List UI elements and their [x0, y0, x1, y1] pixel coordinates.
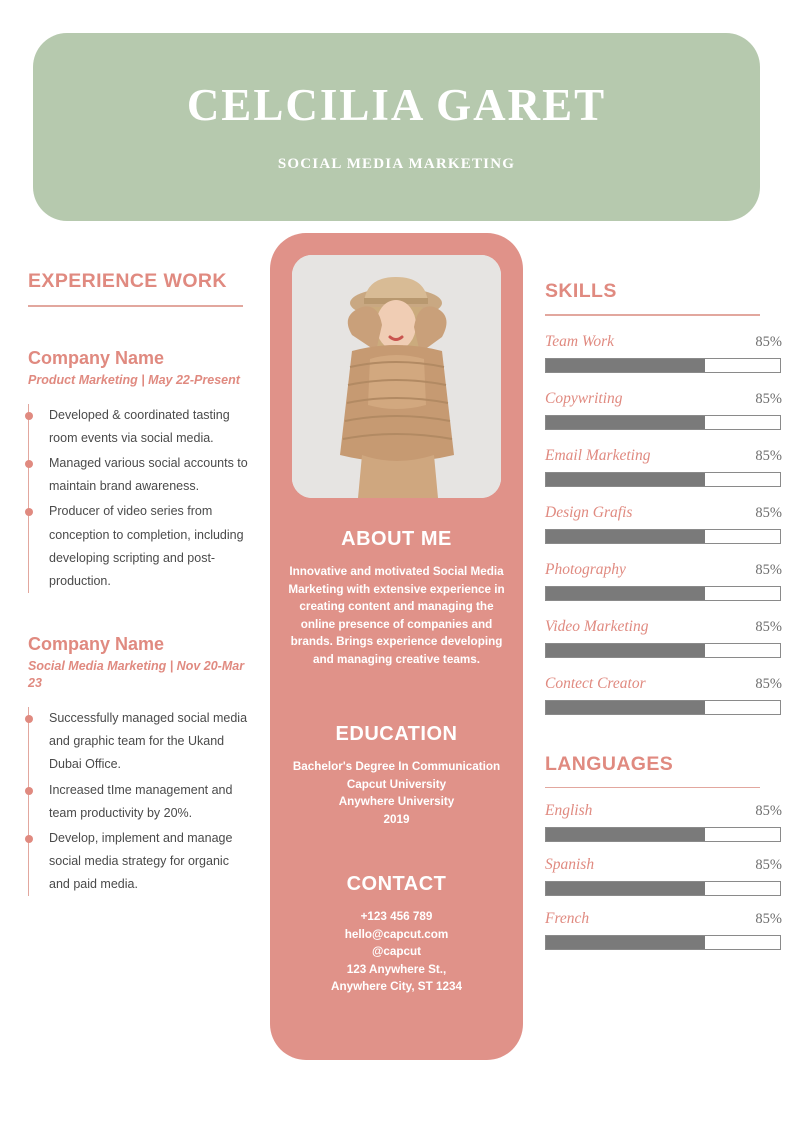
about-text: Innovative and motivated Social Media Marketing with extensive experience in creating content and managing the online presence of companies and brands. Brings experience developing and managing creative teams.: [288, 565, 505, 666]
language-value: 85%: [755, 803, 782, 819]
skill-item: [545, 333, 782, 373]
list-item-text: Develop, implement and manage social media strategy for organic and paid media.: [49, 830, 233, 891]
education-heading: EDUCATION: [335, 723, 458, 745]
language-item: [545, 910, 782, 950]
experience-title: EXPERIENCE WORK: [28, 270, 227, 292]
skill-value: 85%: [755, 447, 782, 464]
bullet-dot-icon: [25, 412, 33, 420]
about-heading: ABOUT ME: [341, 528, 452, 550]
profile-card: [270, 233, 523, 1060]
language-bar: [545, 935, 781, 950]
skill-label: Photography: [545, 560, 626, 578]
contact-phone[interactable]: +123 456 789: [360, 910, 433, 923]
skill-bar: [545, 415, 781, 430]
list-item-text: Developed & coordinated tasting room events via social media.: [49, 407, 230, 445]
skill-bar: [545, 529, 781, 544]
skill-item: [545, 447, 782, 487]
skill-item: [545, 618, 782, 658]
skill-label: Design Grafis: [545, 503, 633, 521]
header-banner: [33, 33, 760, 221]
languages-section: [545, 753, 782, 951]
skill-label: Video Marketing: [545, 617, 649, 635]
skill-item: [545, 675, 782, 715]
contact-social[interactable]: @capcut: [371, 945, 422, 959]
skill-value: 85%: [755, 333, 782, 350]
divider: [545, 314, 760, 316]
list-item: [49, 404, 253, 450]
contact-address-line1: 123 Anywhere St.,: [346, 962, 447, 976]
list-item: [49, 827, 253, 896]
contact-email[interactable]: hello@capcut.com: [344, 927, 449, 941]
skill-bar: [545, 472, 781, 487]
education-section: [270, 723, 523, 828]
languages-title: LANGUAGES: [545, 752, 674, 775]
bullet-dot-icon: [25, 715, 33, 723]
language-label: Spanish: [545, 856, 595, 873]
contact-heading: CONTACT: [346, 873, 447, 895]
skill-value: 85%: [755, 618, 782, 635]
skill-bar: [545, 586, 781, 601]
language-label: French: [545, 910, 590, 927]
header-subtitle: SOCIAL MEDIA MARKETING: [277, 156, 516, 173]
education-line: 2019: [383, 812, 410, 826]
experience-item: [28, 633, 253, 896]
skill-item: [545, 561, 782, 601]
language-bar: [545, 827, 781, 842]
language-bar: [545, 881, 781, 896]
list-item: [49, 452, 253, 498]
skill-value: 85%: [755, 675, 782, 692]
list-item-text: Increased tIme management and team productivity by 20%.: [49, 782, 233, 820]
skill-label: Team Work: [545, 332, 615, 350]
job-company: Company Name: [28, 633, 165, 654]
education-lines: [286, 758, 507, 828]
language-item: [545, 802, 782, 842]
list-item: [49, 500, 253, 593]
skill-label: Contect Creator: [545, 674, 646, 692]
skill-value: 85%: [755, 390, 782, 407]
job-bullets: [28, 404, 253, 593]
experience-section: [28, 270, 253, 898]
skill-bar: [545, 358, 781, 373]
job-meta: Social Media Marketing | Nov 20-Mar 23: [28, 659, 245, 691]
skills-title: SKILLS: [545, 280, 617, 302]
contact-section: [270, 873, 523, 996]
experience-item: [28, 347, 253, 593]
skill-label: Email Marketing: [545, 446, 651, 464]
skill-bar: [545, 700, 781, 715]
skill-value: 85%: [755, 504, 782, 521]
language-value: 85%: [755, 911, 782, 927]
bullet-dot-icon: [25, 508, 33, 516]
contact-lines: [286, 908, 507, 996]
bullet-dot-icon: [25, 787, 33, 795]
language-value: 85%: [755, 857, 782, 873]
job-meta: Product Marketing | May 22-Present: [28, 373, 240, 387]
about-section: [270, 528, 523, 668]
skills-section: [545, 280, 782, 950]
job-company: Company Name: [28, 347, 165, 368]
list-item-text: Producer of video series from conception to completion, including developing scripting and post-production.: [49, 504, 244, 588]
list-item-text: Managed various social accounts to maintain brand awareness.: [49, 456, 248, 494]
skill-value: 85%: [755, 561, 782, 578]
bullet-dot-icon: [25, 835, 33, 843]
language-label: English: [545, 802, 593, 819]
education-line: Bachelor's Degree In Communication: [292, 760, 501, 773]
bullet-dot-icon: [25, 460, 33, 468]
portrait-photo-icon: [292, 255, 501, 498]
list-item: [49, 707, 253, 776]
list-item-text: Successfully managed social media and graphic team for the Ukand Dubai Office.: [49, 711, 248, 772]
skill-item: [545, 390, 782, 430]
contact-address-line2: Anywhere City, ST 1234: [331, 980, 462, 994]
job-bullets: [28, 707, 253, 896]
education-line: Capcut University: [346, 777, 447, 791]
page-title: CELCILIA GARET: [186, 79, 607, 130]
avatar: [292, 255, 501, 498]
skill-item: [545, 504, 782, 544]
skill-label: Copywriting: [545, 389, 623, 407]
education-line: Anywhere University: [338, 795, 455, 809]
language-item: [545, 856, 782, 896]
divider: [545, 787, 760, 789]
list-item: [49, 779, 253, 825]
skill-bar: [545, 643, 781, 658]
